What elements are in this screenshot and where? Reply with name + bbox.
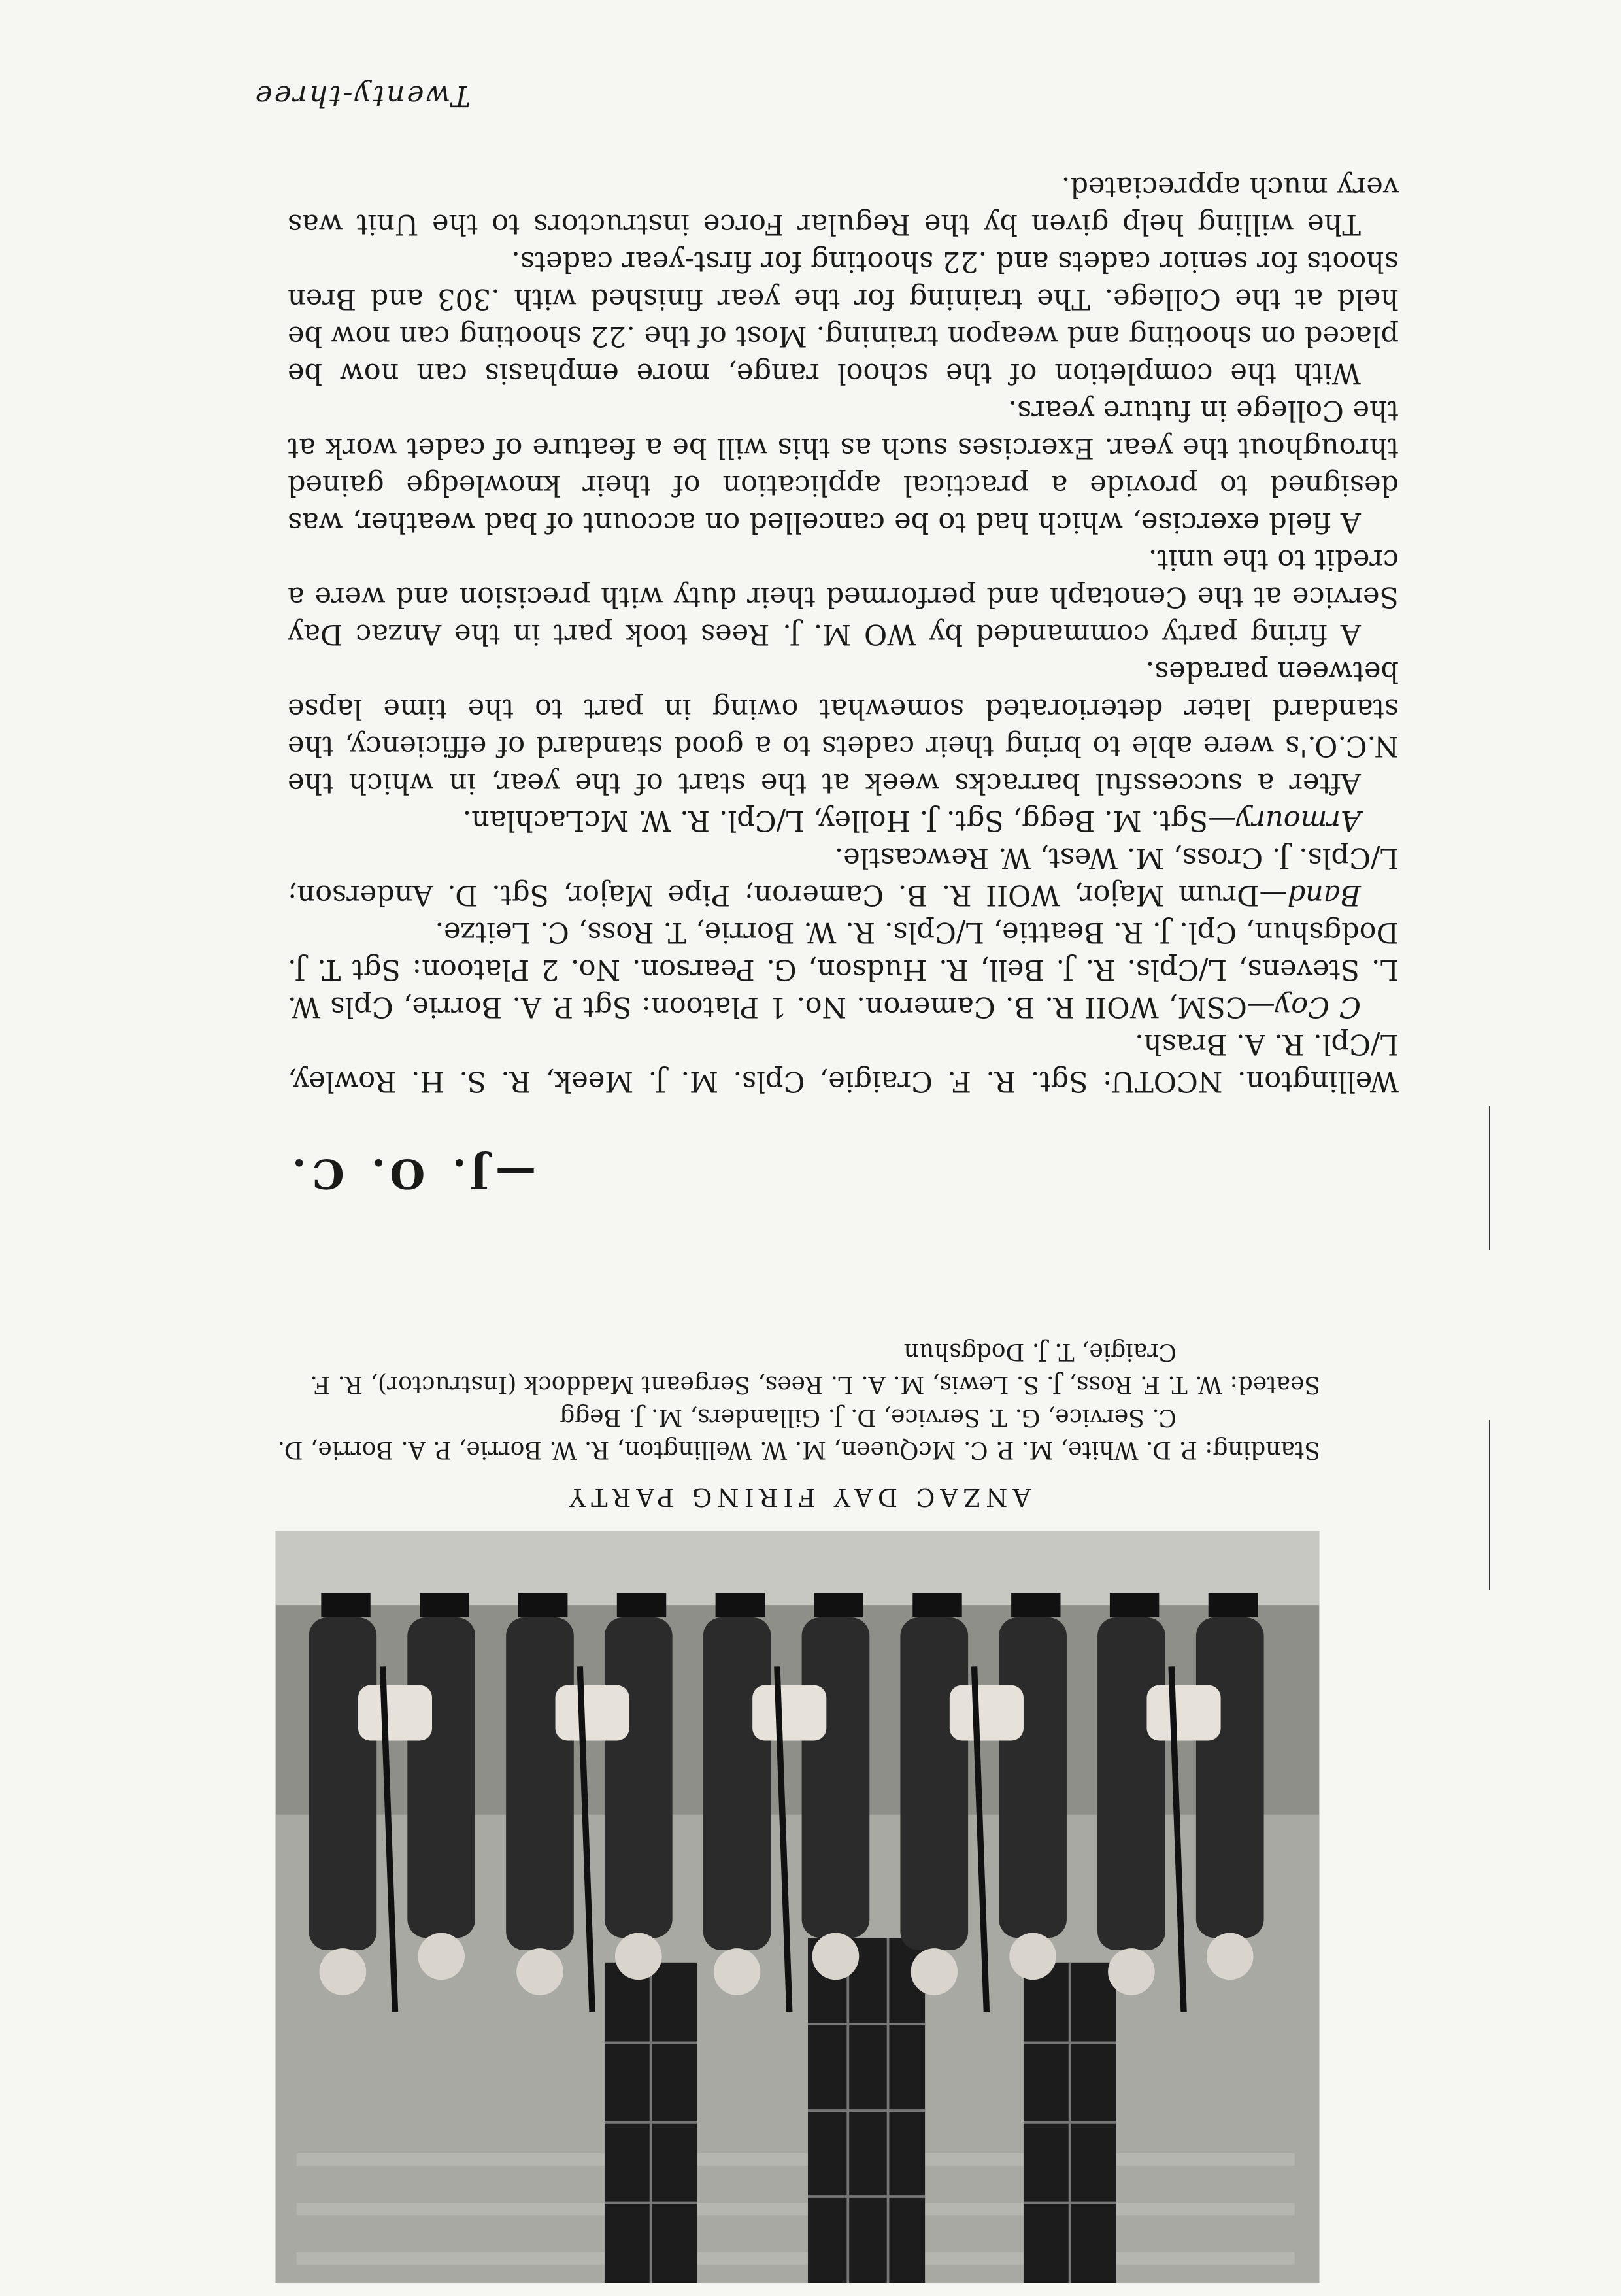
paragraph-c-coy — [288, 913, 1399, 1025]
paragraph-field-exercise: A field exercise, which had to be cancelled on account of bad weather, was designed to provide a practical application of their knowledge gained throughout the year. Exercises such as this will be a feature of cadet work at the College in future years. — [288, 394, 1399, 539]
caption-seated: Seated: W. T. F. Ross, J. S. Lewis, M. A. L. Rees, Sergeant Maddock (Instructor), R. F. Craigie, T. J. Dodgshun — [310, 1338, 1320, 1398]
caption-standing: Standing: P. D. White, M. P. C. McQueen, M. W. Wellington, R. W. Borrie, P. A. Borrie, D. C. Service, G. T. Service, D. J. Gillanders, M. J. Begg — [277, 1404, 1320, 1463]
article-body — [288, 168, 1399, 1100]
armoury-lead: Armoury — [1236, 804, 1361, 837]
photo-caption-title: ANZAC DAY FIRING PARTY — [564, 1483, 1031, 1511]
photo-caption — [275, 1335, 1320, 1466]
c-coy-lead: C Coy — [1275, 990, 1361, 1023]
paragraph-barracks-week: After a successful barracks week at the start of the year, in which the N.C.O.'s were able to bring their cadets to a good standard of efficiency, the standard later deteriorated somewhat owing in part to the time lapse between parades. — [288, 655, 1399, 800]
firing-party-photo — [275, 1531, 1320, 2283]
paragraph-school-range: With the completion of the school range, more emphasis can now be placed on shooting and weapon training. Most of the .22 shooting can now be held at the College. The training for the year finished with .303 and Bren shoots for senior cadets and .22 shooting for first-year cadets. — [288, 245, 1399, 390]
paragraph-armoury — [288, 802, 1399, 839]
paragraph-band — [288, 839, 1399, 913]
paragraph-firing-party: A firing party commanded by WO M. J. Rees took part in the Anzac Day Service at the Cenotaph and performed their duty with precision and were a credit to the unit. — [288, 543, 1399, 650]
signature: —J. O. C. — [285, 1150, 536, 1198]
scan-margin-line — [1489, 1420, 1490, 1590]
paragraph-ncotu: Wellington. NCOTU: Sgt. R. F. Craigie, Cpls. M. J. Meek, R. S. H. Rowley, L/Cpl. R. A. Brash. — [288, 1028, 1399, 1098]
band-text: —Drum Major, WOII R. B. Cameron; Pipe Major, Sgt. D. Anderson; L/Cpls. J. Cross, M. West, W. Rewcastle. — [288, 841, 1399, 911]
scan-margin-line — [1489, 1106, 1490, 1250]
band-lead: Band — [1287, 879, 1361, 911]
paragraph-instructors: The willing help given by the Regular Force instructors to the Unit was very much appreciated. — [288, 171, 1399, 241]
c-coy-text: —CSM, WOII R. B. Cameron. No. 1 Platoon: Sgt P. A. Borrie, Cpls W. L. Stevens, L/Cpls. R. J. Bell, R. Hudson, G. Pearson. No. 2 Platoon: Sgt T. J. Dodgshun, Cpl. J. R. Beattie, L/Cpls. R. W. Borrie, T. Ross, C. Leitze. — [288, 916, 1399, 1023]
page-number-footer: Twenty-three — [253, 79, 471, 112]
armoury-text: —Sgt. M. Begg, Sgt. J. Holley, L/Cpl. R. W. McLachlan. — [462, 804, 1237, 837]
